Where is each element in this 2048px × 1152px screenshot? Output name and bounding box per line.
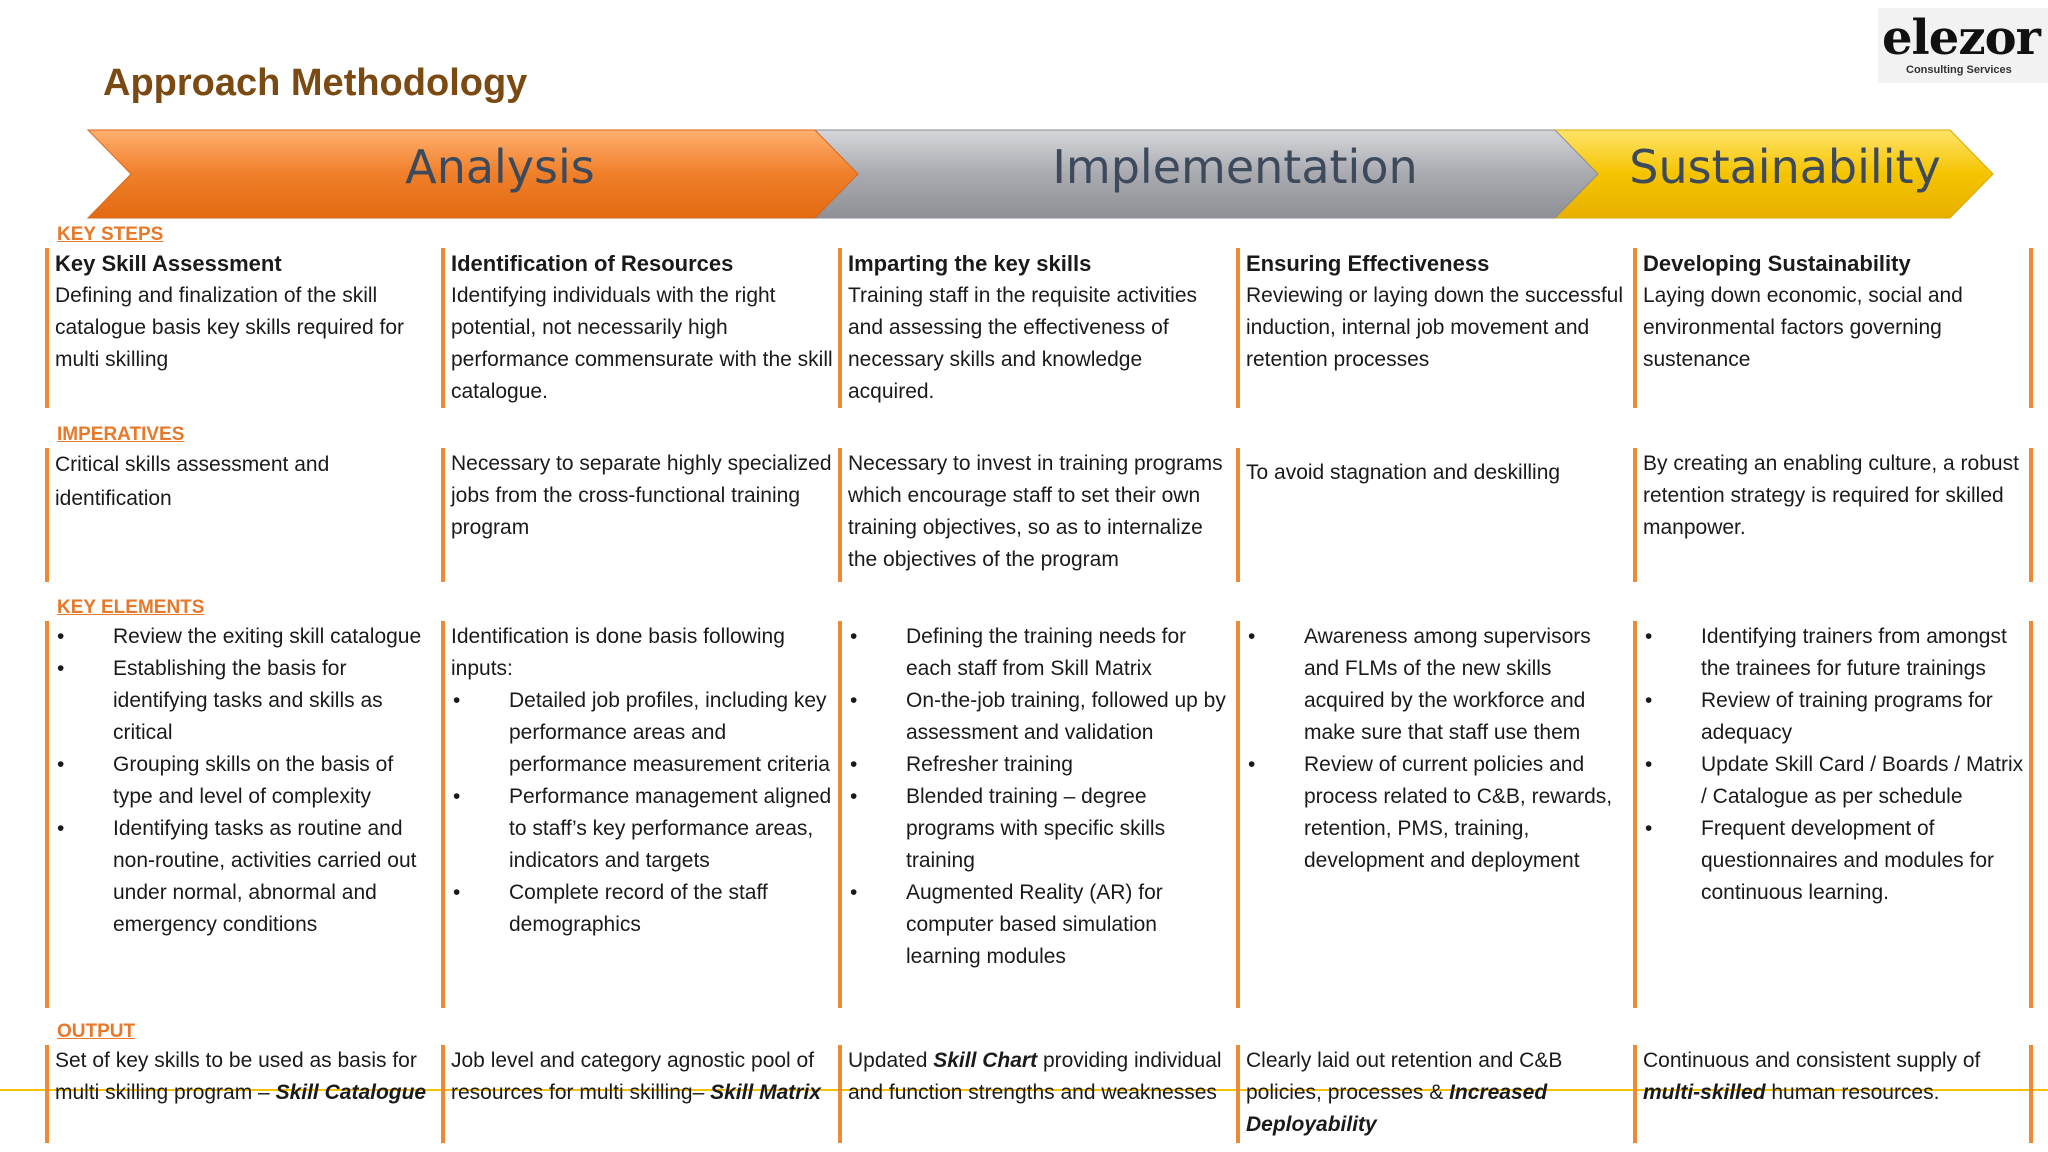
imperative-text: Critical skills assessment and identification [55,453,330,510]
output-1 [45,1045,437,1143]
key-step-title: Imparting the key skills [848,251,1092,276]
key-elements-5 [1633,621,2025,1008]
imperative-4 [1236,448,1628,582]
output-4 [1236,1045,1628,1143]
row-end-bar [2029,248,2033,408]
list-item: • Refresher training [848,749,1230,781]
key-elements-2 [441,621,833,1008]
key-step-title: Ensuring Effectiveness [1246,251,1490,276]
output-text: Continuous and consistent supply of [1643,1049,1981,1072]
row-end-bar [2029,448,2033,582]
key-step-text: Training staff in the requisite activities and assessing the effectiveness of necessary skills and knowledge acquired. [848,284,1198,403]
company-logo [1878,8,2048,83]
output-highlight: Skill Chart [933,1049,1038,1072]
page-title: Approach Methodology [103,62,528,104]
key-step-text: Laying down economic, social and environmental factors governing sustenance [1643,284,1963,371]
list-item: • Augmented Reality (AR) for computer based simulation learning modules [848,877,1230,973]
key-elements-1 [45,621,437,1008]
list-item: • Update Skill Card / Boards / Matrix / Catalogue as per schedule [1643,749,2025,813]
key-elements-3 [838,621,1230,1008]
output-text-tail: providing individual and function strengths and weaknesses [848,1049,1222,1104]
list-item: • Awareness among supervisors and FLMs of the new skills acquired by the workforce and make sure that staff use them [1246,621,1628,749]
section-key-elements: KEY ELEMENTS [57,597,205,618]
imperative-text: Necessary to separate highly specialized jobs from the cross-functional training program [451,452,832,539]
list-item: • Complete record of the staff demographics [451,877,833,941]
imperative-text: To avoid stagnation and deskilling [1246,461,1561,484]
imperative-2 [441,448,833,582]
imperative-3 [838,448,1230,582]
list-item: • On-the-job training, followed up by assessment and validation [848,685,1230,749]
output-text: Job level and category agnostic pool of resources for multi skilling– [451,1049,815,1104]
list-item: • Blended training – degree programs with specific skills training [848,781,1230,877]
list-item: • Identifying tasks as routine and non-routine, activities carried out under normal, abnormal and emergency conditions [55,813,437,941]
list-item: • Identifying trainers from amongst the trainees for future trainings [1643,621,2025,685]
imperative-text: Necessary to invest in training programs which encourage staff to set their own training objectives, so as to internalize the objectives of the program [848,452,1223,571]
output-text: Set of key skills to be used as basis for multi skilling program – [55,1049,417,1104]
phase-implementation-label: Implementation [1052,140,1418,194]
section-output: OUTPUT [57,1021,136,1042]
imperative-text: By creating an enabling culture, a robust retention strategy is required for skilled manpower. [1643,452,2019,539]
logo-wordmark: elezor [1882,10,2040,66]
key-step-text: Defining and finalization of the skill catalogue basis key skills required for multi skilling [55,284,405,371]
output-highlight: multi-skilled [1643,1081,1766,1104]
imperative-1 [45,448,437,582]
key-elements-4 [1236,621,1628,1008]
row-end-bar [2029,621,2033,1008]
key-step-1 [45,248,437,408]
key-step-text: Reviewing or laying down the successful induction, internal job movement and retention processes [1246,284,1624,371]
key-step-2 [441,248,833,408]
key-step-text: Identifying individuals with the right potential, not necessarily high performance commensurate with the skill catalogue. [451,284,833,403]
key-step-5 [1633,248,2025,408]
output-5 [1633,1045,2025,1143]
section-imperatives: IMPERATIVES [57,424,185,445]
output-highlight: Increased Deployability [1246,1081,1548,1136]
output-text: Updated [848,1049,934,1072]
section-key-steps: KEY STEPS [57,224,164,245]
key-step-3 [838,248,1230,408]
output-highlight: Skill Matrix [710,1081,821,1104]
key-step-title: Identification of Resources [451,251,734,276]
key-step-title: Developing Sustainability [1643,251,1911,276]
list-item: • Defining the training needs for each staff from Skill Matrix [848,621,1230,685]
list-item: • Performance management aligned to staff’s key performance areas, indicators and targets [451,781,833,877]
list-item: • Frequent development of questionnaires and modules for continuous learning. [1643,813,2025,909]
list-item: • Review of training programs for adequacy [1643,685,2025,749]
phase-analysis-label: Analysis [405,140,595,194]
key-step-4 [1236,248,1628,408]
key-elements-lead: Identification is done basis following inputs: [451,625,785,680]
logo-tagline: Consulting Services [1906,64,2012,76]
row-end-bar [2029,1045,2033,1143]
output-2 [441,1045,833,1143]
list-item: • Grouping skills on the basis of type and level of complexity [55,749,437,813]
key-step-title: Key Skill Assessment [55,251,282,276]
phase-sustainability-label: Sustainability [1629,140,1941,194]
list-item: • Review of current policies and process related to C&B, rewards, retention, PMS, training, development and deployment [1246,749,1628,877]
output-text: Clearly laid out retention and C&B policies, processes & [1246,1049,1563,1104]
output-text-tail: human resources. [1765,1081,1940,1104]
list-item: • Review the exiting skill catalogue [55,621,437,653]
output-3 [838,1045,1230,1143]
list-item: • Detailed job profiles, including key performance areas and performance measurement criteria [451,685,833,781]
imperative-5 [1633,448,2025,582]
list-item: • Establishing the basis for identifying tasks and skills as critical [55,653,437,749]
output-highlight: Skill Catalogue [275,1081,427,1104]
